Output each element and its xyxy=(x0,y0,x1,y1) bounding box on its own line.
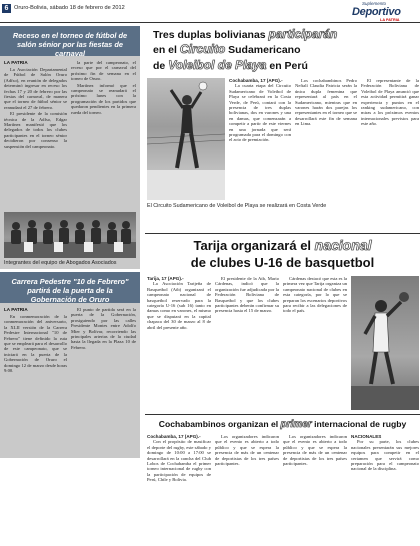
left-bottom-margin xyxy=(0,460,140,546)
carrera-col2 xyxy=(71,307,136,454)
page-number-badge: 6 xyxy=(2,4,11,13)
voley-photo xyxy=(147,78,225,200)
delegados-photo-caption: Integrantes del equipo de Abogados Asociados xyxy=(4,260,117,266)
divider-voley-tarija xyxy=(145,233,420,234)
carrera-article-box xyxy=(0,272,140,458)
torneo-paragraph: La Asociación Departamental de Fútbol de Salón Oruro (Adfso), en reunión de delegados determinó ingresar en receso los fechas 17 y 20 de febrero por las fiestas del carnaval, de manera que el torneo de fútbol sénior se reanudará el 27 de febrero. xyxy=(4,67,67,110)
voley-paragraph: La cuarta etapa del Circuito Sudamericano de Voleibol de Playa se celebrará en la Costa Verde, de Perú, contará con la presencia de tres duplas bolivianas, dos en varones y una en damas, que comenzarán a competir a partir de este viernes en una jornada que será programada para el domingo con el acto de premiación. xyxy=(229,83,291,143)
torneo-section-label: LA PATRIA xyxy=(4,60,28,65)
tarija-article xyxy=(145,236,420,412)
voley-dateline: Cochabamba, 17 (APG).- xyxy=(229,78,283,83)
voley-headline-post: Sudamericano xyxy=(228,44,301,56)
tarija-headline-keyword: nacional xyxy=(314,237,372,253)
torneo-paragraph: la parte del campeonato, el receso que por el carnaval del próximo fin de semana en el torneo de Oruro. xyxy=(71,60,136,82)
voley-headline-circuito: Circuito xyxy=(179,42,226,56)
rugby-article xyxy=(145,418,420,546)
tarija-paragraph: Cárdenas destacó que esta es la primera vez que Tarija organiza un campeonato nacional de clubes en esta categoría, por lo que se preparan los escenarios deportivos para recibir a las delegaciones de todo el país. xyxy=(283,276,347,314)
rugby-paragraph: Los organizadores indicaron que el evento es abierto a todo público y que se espera la presencia de más de un centenar de deportistas de los tres países participantes. xyxy=(215,434,279,467)
tarija-col3 xyxy=(283,276,347,410)
rugby-headline-keyword: primer xyxy=(280,419,312,430)
carrera-headline: Carrera Pedestre "10 de Febrero" partirá de la puerta de la Gobernación de Oruro xyxy=(0,272,140,303)
torneo-article-box xyxy=(0,26,140,269)
section-sublabel: LA PATRIA xyxy=(380,18,400,22)
header-rule xyxy=(0,22,420,23)
voley-headline-mid: en el xyxy=(153,44,177,56)
voley-headline-line2 xyxy=(153,43,300,56)
voley-headline-pre: Tres duplas bolivianas xyxy=(153,29,266,41)
torneo-col1 xyxy=(4,67,67,209)
torneo-paragraph: Martínez informó que el campeonato se reanudará el próximo lunes con la programación de los partidos que quedaron pendientes en la primera rueda del torneo. xyxy=(71,82,136,115)
tarija-dateline: Tarija, 17 (APG).- xyxy=(147,276,184,281)
tarija-col1 xyxy=(147,276,211,410)
voley-photo-caption: El Circuito Sudamericano de Voleibol de Playa se realizará en Costa Verde xyxy=(147,203,327,209)
carrera-paragraph: En conmemoración de la conmemoración del aniversario, la XLII versión de la Carrera Pedestre Internacional "10 de Febrero" tiene definido la ruta que se empleará para el desarrollo de este campeonato, que se iniciará en la puerta de la Gobernación de Oruro el domingo 12 de marzo desde horas 9:00. xyxy=(4,314,67,374)
page-header xyxy=(0,0,420,24)
rugby-dateline: Cochabamba, 17 (APG).- xyxy=(147,434,201,439)
tarija-paragraph: El presidente de la Atb, Mario Cárdenas, indicó que la organización fue adjudicada por la Federación Boliviana de Basquetbol y que los clubes participantes deberán confirmar su presencia hasta el 15 de marzo. xyxy=(215,276,279,314)
basketball-photo xyxy=(351,276,419,410)
section-title-logo: Deportivo xyxy=(352,6,401,18)
team-group-image xyxy=(4,212,136,258)
rugby-headline-post: internacional de rugby xyxy=(314,419,407,429)
rugby-col2 xyxy=(215,434,279,544)
rugby-paragraph: Por su parte, los clubes nacionales presentarán sus mejores equipos para competir en el certamen que servirá como preparación para el campeonato nacional de la disciplina. xyxy=(351,439,419,472)
rugby-headline xyxy=(145,420,420,430)
voley-headline-keyword: participarán xyxy=(268,27,338,41)
rugby-col3 xyxy=(283,434,347,544)
voley-paragraph: Los cochabambinos Pedro Neftalí Claudia Patricia serán la única dupla femenina que representará al país en el Sudamericano, mientras que en varones harán dos parejas los representantes en el torneo que se desarrollará este fin de semana en Lima. xyxy=(295,78,357,127)
carrera-section-label: LA PATRIA xyxy=(4,307,28,312)
voley-headline-de: de xyxy=(153,60,166,72)
volleyball-player-image xyxy=(147,78,225,200)
voley-article xyxy=(145,26,420,231)
torneo-col2 xyxy=(71,60,136,209)
torneo-headline: Receso en el torneo de fútbol de salón sénior por las fiestas de carnaval xyxy=(0,26,140,56)
voley-col2 xyxy=(295,78,357,200)
rugby-paragraph: Con el propósito de masificar el deporte del rugby, este sábado y domingo de 10:00 a 17:00 se desarrollará en la cancha del Club Lobos de Cochabamba el primer torneo internacional de rugby con la participación de equipos de Perú, Chile y Bolivia. xyxy=(147,439,211,483)
tarija-col2 xyxy=(215,276,279,410)
voley-headline-line3 xyxy=(153,59,308,72)
delegados-photo xyxy=(4,212,136,258)
voley-headline-end: en Perú xyxy=(269,60,308,72)
voley-col1 xyxy=(229,78,291,200)
basketball-player-image xyxy=(351,276,419,410)
voley-headline-voleibol: Voleibol de Playa xyxy=(168,58,267,72)
rugby-subhead: NACIONALES xyxy=(351,434,382,439)
voley-paragraph: El representante de la Federación Boliviana de Voleibol de Playa anunció que esta actividad permitirá ganar experiencia y puntos en el ranking sudamericano, con miras a los próximos eventos internacionales previstos para este año. xyxy=(361,78,419,127)
carrera-col1 xyxy=(4,314,67,454)
tarija-headline-line2: de clubes U-16 de basquetbol xyxy=(190,255,375,270)
rugby-col4 xyxy=(351,434,419,544)
carrera-paragraph: El punto de partida será en la puerta de la Gobernación, prosiguiendo por las calles Presidente Montes entre Adolfo Mier y Bolívar, recorriendo las principales arterias de la ciudad hasta la llegada en la Plaza 10 de Febrero. xyxy=(71,307,136,350)
torneo-paragraph: El presidente de la comisión técnica de la Adfso, Edgar Martínez manifestó que los delegados de todos los clubes participantes en el torneo sénior decidieron por consenso la suspensión del campeonato. xyxy=(4,111,67,149)
divider-tarija-rugby xyxy=(145,414,420,415)
voley-col3 xyxy=(361,78,419,226)
tarija-paragraph: La Asociación Tarijeña de Basquetbol (Atb) organizará el campeonato nacional de basquetbol reservado para la categoría U-16 (sub 16) tanto en damas como en varones, el mismo que se disputará en la capital chapaca del 30 de marzo al 8 de abril del presente año. xyxy=(147,281,211,330)
rugby-col1 xyxy=(147,434,211,544)
tarija-headline-pre: Tarija organizará el xyxy=(193,238,312,253)
tarija-headline-line1 xyxy=(145,238,420,252)
date-line: Oruro-Bolivia, sábado 18 de febrero de 2012 xyxy=(14,5,125,11)
voley-headline-line1 xyxy=(153,28,337,41)
supplement-label: Suplemento xyxy=(362,1,387,6)
rugby-headline-pre: Cochabambinos organizan el xyxy=(158,419,279,429)
rugby-paragraph: Los organizadores indicaron que el evento es abierto a todo público y que se espera la presencia de más de un centenar de deportistas de los tres países participantes. xyxy=(283,434,347,467)
